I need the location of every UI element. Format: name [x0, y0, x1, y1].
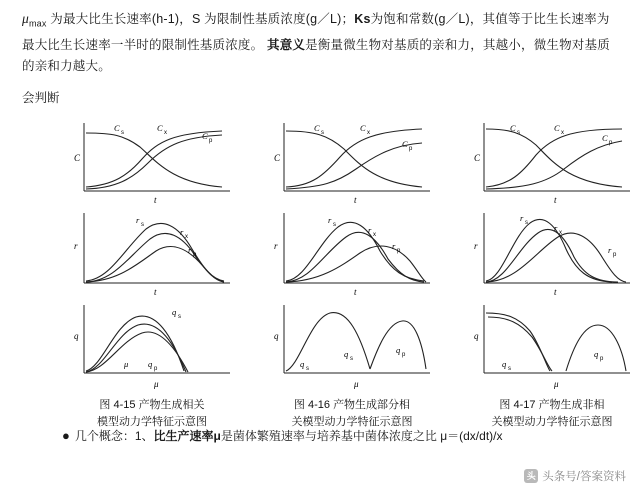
svg-text:q: q	[396, 344, 401, 355]
caption-4-15-number: 图 4-15	[99, 398, 136, 411]
figure-4-15-row3	[62, 301, 242, 391]
svg-text:C: C	[554, 122, 560, 133]
svg-text:t: t	[154, 194, 157, 205]
svg-text:r: r	[188, 244, 192, 255]
svg-text:x: x	[373, 231, 376, 238]
meaning-label: 其意义	[267, 37, 306, 52]
svg-text:s: s	[321, 129, 324, 136]
svg-text:s: s	[525, 219, 528, 226]
svg-text:r: r	[474, 240, 478, 251]
svg-text:r: r	[608, 244, 612, 255]
figure-4-17-row2	[462, 209, 640, 299]
bullet-text-bold: 比生产速率μ	[153, 428, 221, 443]
svg-text:s: s	[508, 365, 511, 372]
svg-text:C: C	[510, 122, 516, 133]
svg-text:q: q	[344, 348, 349, 359]
caption-4-15	[62, 397, 242, 431]
svg-text:p: p	[193, 251, 197, 258]
paragraph-part3: 是衡量微生物对基质的亲和力，其越小，微生物对基质的亲和力越大。	[22, 37, 610, 73]
svg-text:p: p	[402, 351, 406, 358]
svg-text:μ: μ	[124, 358, 129, 369]
svg-text:p: p	[613, 251, 617, 258]
svg-text:t: t	[354, 286, 357, 297]
caption-4-17-line2: 关模型动力学特征示意图	[491, 415, 613, 428]
caption-4-17-title: 产物生成非相	[538, 398, 605, 411]
svg-text:C: C	[602, 132, 608, 143]
svg-text:r: r	[368, 224, 372, 235]
paragraph-part2: 为饱和常数(g／L)，其值等于比生长速率为最大比生长速率一半时的限制性基质浓度。	[22, 12, 610, 52]
svg-text:C: C	[74, 152, 81, 163]
svg-text:s: s	[517, 129, 520, 136]
svg-text:r: r	[392, 240, 396, 251]
caption-4-16	[262, 397, 442, 431]
svg-text:r: r	[554, 222, 558, 233]
svg-text:μ: μ	[554, 378, 559, 389]
figure-4-16-row2	[262, 209, 442, 299]
svg-text:C: C	[314, 122, 320, 133]
caption-4-17	[462, 397, 640, 431]
paragraph-part1: 为最大比生长速率(h-1)，S 为限制性基质浓度(g／L)；	[50, 12, 355, 26]
svg-text:p: p	[600, 355, 604, 362]
svg-text:q: q	[274, 330, 279, 341]
svg-text:s: s	[350, 355, 353, 362]
svg-text:x: x	[367, 129, 370, 136]
svg-text:x: x	[164, 129, 167, 136]
svg-text:s: s	[333, 221, 336, 228]
paragraph-main	[22, 8, 622, 77]
svg-text:q: q	[172, 306, 177, 317]
figure-4-15-row1	[62, 117, 242, 207]
svg-text:p: p	[397, 247, 401, 254]
caption-4-16-number: 图 4-16	[293, 398, 330, 411]
svg-text:p: p	[154, 365, 158, 372]
figure-4-16-row1	[262, 117, 442, 207]
svg-text:μ: μ	[154, 378, 159, 389]
svg-text:s: s	[141, 221, 144, 228]
svg-text:r: r	[180, 226, 184, 237]
figure-4-17-row1	[462, 117, 640, 207]
watermark	[524, 468, 626, 484]
svg-text:q: q	[474, 330, 479, 341]
figure-4-16-row3	[262, 301, 442, 391]
svg-text:r: r	[136, 214, 140, 225]
svg-text:q: q	[300, 358, 305, 369]
svg-text:x: x	[559, 229, 562, 236]
mu-subscript: max	[28, 18, 47, 29]
svg-text:C: C	[114, 122, 120, 133]
svg-text:r: r	[274, 240, 278, 251]
bullet-text-pre: 几个概念：1、	[74, 428, 154, 443]
svg-text:p: p	[409, 145, 413, 152]
svg-text:s: s	[121, 129, 124, 136]
figure-group	[22, 117, 622, 428]
svg-text:t: t	[154, 286, 157, 297]
svg-text:q: q	[594, 348, 599, 359]
caption-4-15-title: 产物生成相关	[138, 398, 205, 411]
svg-text:x: x	[561, 129, 564, 136]
watermark-text: 头条号/答案资料	[542, 471, 626, 483]
svg-text:C: C	[402, 138, 408, 149]
svg-text:r: r	[520, 212, 524, 223]
watermark-logo-icon: 头	[524, 469, 538, 483]
svg-text:C: C	[274, 152, 281, 163]
svg-text:s: s	[178, 313, 181, 320]
svg-text:p: p	[609, 139, 613, 146]
figure-grid	[62, 117, 622, 393]
svg-text:q: q	[502, 358, 507, 369]
mu-symbol: μ	[22, 11, 29, 26]
ks-symbol: Ks	[354, 12, 371, 26]
svg-text:C: C	[202, 130, 208, 141]
svg-text:q: q	[74, 330, 79, 341]
figure-captions	[62, 397, 622, 431]
figure-4-17-row3	[462, 301, 640, 391]
bullet-text-post: 是菌体繁殖速率与培养基中菌体浓度之比 μ＝(dx/dt)/x	[220, 428, 503, 443]
svg-text:s: s	[306, 365, 309, 372]
svg-text:C: C	[157, 122, 163, 133]
svg-text:t: t	[554, 194, 557, 205]
svg-text:x: x	[185, 233, 188, 240]
svg-text:r: r	[328, 214, 332, 225]
bullet-icon: ●	[62, 427, 70, 443]
svg-text:t: t	[354, 194, 357, 205]
caption-4-17-number: 图 4-17	[499, 398, 536, 411]
svg-text:C: C	[360, 122, 366, 133]
svg-text:q: q	[148, 358, 153, 369]
svg-text:r: r	[74, 240, 78, 251]
judge-line: 会判断	[22, 90, 60, 105]
svg-text:p: p	[209, 137, 213, 144]
svg-text:t: t	[554, 286, 557, 297]
caption-4-16-title: 产物生成部分相	[333, 398, 411, 411]
caption-4-16-line2: 关模型动力学特征示意图	[291, 415, 413, 428]
figure-4-15-row2	[62, 209, 242, 299]
caption-4-15-line2: 模型动力学特征示意图	[97, 415, 207, 428]
svg-text:μ: μ	[354, 378, 359, 389]
svg-text:C: C	[474, 152, 481, 163]
